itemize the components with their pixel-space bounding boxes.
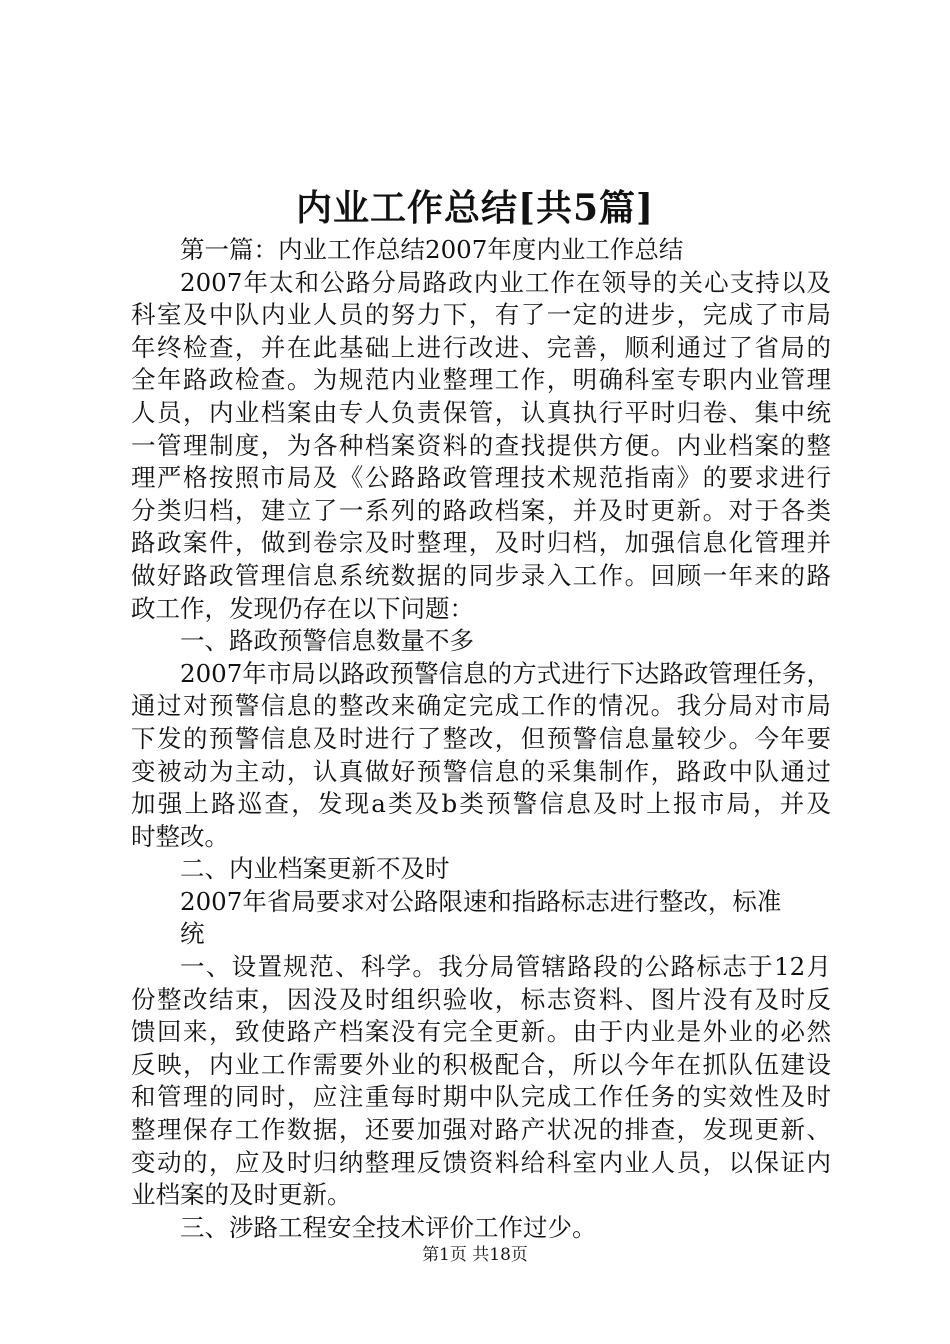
text-line: 变被动为主动，认真做好预警信息的采集制作，路政中队通过 — [131, 756, 831, 786]
text-line: 加强上路巡查，发现a类及b类预警信息及时上报市局，并及 — [131, 789, 831, 819]
text-line: 政工作，发现仍存在以下问题： — [131, 593, 474, 623]
text-line: 2007年太和公路分局路政内业工作在领导的关心支持以及 — [180, 267, 831, 297]
text-line: 和管理的同时，应注重每时期中队完成工作任务的实效性及时 — [131, 1082, 831, 1112]
text-line: 整理保存工作数据，还要加强对路产状况的排查，发现更新、 — [131, 1115, 831, 1145]
text-line: 业档案的及时更新。 — [131, 1180, 352, 1210]
text-line: 二、内业档案更新不及时 — [180, 854, 450, 884]
text-line: 科室及中队内业人员的努力下，有了一定的进步，完成了市局 — [131, 300, 831, 330]
text-line: 一管理制度，为各种档案资料的查找提供方便。内业档案的整 — [131, 430, 831, 460]
text-line: 理严格按照市局及《公路路政管理技术规范指南》的要求进行 — [131, 463, 831, 493]
text-line: 三、涉路工程安全技术评价工作过少。 — [180, 1212, 597, 1242]
text-line: 一、设置规范、科学。我分局管辖路段的公路标志于12月 — [180, 952, 831, 982]
document-body — [131, 234, 831, 1244]
text-line: 反映，内业工作需要外业的积极配合，所以今年在抓队伍建设 — [131, 1049, 831, 1079]
document-title: 内业工作总结[共5篇] — [295, 187, 655, 229]
text-line: 路政案件，做到卷宗及时整理，及时归档，加强信息化管理并 — [131, 528, 831, 558]
text-line: 下发的预警信息及时进行了整改，但预警信息量较少。今年要 — [131, 723, 831, 753]
text-line: 2007年省局要求对公路限速和指路标志进行整改，标准 — [180, 886, 782, 916]
text-line: 2007年市局以路政预警信息的方式进行下达路政管理任务， — [180, 658, 831, 688]
text-line: 第一篇：内业工作总结2007年度内业工作总结 — [180, 235, 684, 264]
text-line: 分类归档，建立了一系列的路政档案，并及时更新。对于各类 — [131, 495, 831, 525]
text-line: 人员，内业档案由专人负责保管，认真执行平时归卷、集中统 — [131, 397, 831, 427]
text-line: 通过对预警信息的整改来确定完成工作的情况。我分局对市局 — [131, 691, 831, 721]
text-line: 时整改。 — [131, 821, 229, 851]
page-footer: 第1页 共18页 — [422, 1245, 528, 1265]
text-line: 馈回来，致使路产档案没有完全更新。由于内业是外业的必然 — [131, 1017, 831, 1047]
text-line: 统 — [180, 919, 205, 949]
text-line: 份整改结束，因没及时组织验收，标志资料、图片没有及时反 — [131, 984, 831, 1014]
text-line: 全年路政检查。为规范内业整理工作，明确科室专职内业管理 — [131, 365, 831, 395]
text-line: 变动的，应及时归纳整理反馈资料给科室内业人员，以保证内 — [131, 1147, 831, 1177]
text-line: 年终检查，并在此基础上进行改进、完善，顺利通过了省局的 — [131, 332, 831, 362]
text-line: 做好路政管理信息系统数据的同步录入工作。回顾一年来的路 — [131, 560, 831, 590]
text-line: 一、路政预警信息数量不多 — [180, 626, 474, 656]
